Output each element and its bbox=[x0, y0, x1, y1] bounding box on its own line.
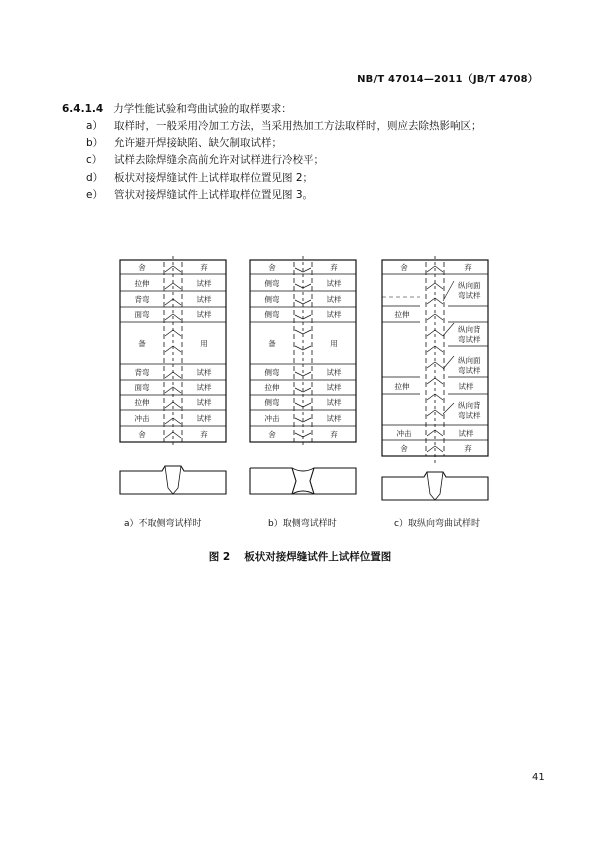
cell-label: 舍 bbox=[138, 263, 146, 272]
cell-label: 背弯 bbox=[134, 295, 150, 304]
cell-label: 舍 bbox=[268, 263, 276, 272]
cell-label: 用 bbox=[330, 339, 338, 348]
cell-label: 用 bbox=[200, 339, 208, 348]
cell-label: 冲击 bbox=[396, 429, 412, 438]
clause-title: 力学性能试验和弯曲试验的取样要求： bbox=[113, 103, 292, 115]
cell-label: 弃 bbox=[464, 444, 472, 453]
cell-label: 面弯 bbox=[134, 383, 150, 392]
item-text: 板状对接焊缝试件上试样取样位置见图 2； bbox=[114, 171, 314, 184]
cell-label: 试样 bbox=[458, 429, 474, 438]
cell-label: 拉伸 bbox=[394, 310, 410, 319]
cell-label: 试样 bbox=[196, 295, 212, 304]
running-header: NB/T 47014—2011（JB/T 4708） bbox=[357, 74, 538, 85]
cell-label: 试样 bbox=[196, 279, 212, 288]
cell-label: 拉伸 bbox=[134, 279, 150, 288]
item-text: 管状对接焊缝试件上试样取样位置见图 3。 bbox=[114, 188, 314, 201]
long-bend-label: 纵向背 bbox=[458, 401, 481, 410]
long-bend-label: 纵向面 bbox=[458, 356, 481, 365]
item-label: a） bbox=[86, 120, 103, 132]
cell-label: 试样 bbox=[326, 310, 342, 319]
cell-label: 侧弯 bbox=[264, 295, 280, 304]
clause-number: 6.4.1.4 bbox=[62, 103, 104, 115]
figure-title-text: 板状对接焊缝试件上试样位置图 bbox=[244, 551, 392, 563]
item-label: d） bbox=[86, 171, 104, 184]
item-text: 试样去除焊缝余高前允许对试样进行冷校平； bbox=[114, 154, 324, 167]
cell-label: 舍 bbox=[400, 444, 408, 453]
cell-label: 冲击 bbox=[134, 414, 150, 423]
cell-label: 侧弯 bbox=[264, 368, 280, 377]
page-number: 41 bbox=[532, 772, 545, 783]
panel-c-text bbox=[395, 262, 481, 453]
item-text: 允许避开焊接缺陷、缺欠制取试样； bbox=[114, 137, 282, 150]
figure-number: 图 2 bbox=[208, 551, 231, 563]
cell-label: 备 bbox=[268, 339, 276, 348]
cell-label: 背弯 bbox=[134, 368, 150, 377]
cell-label: 备 bbox=[138, 339, 146, 348]
long-bend-label: 纵向背 bbox=[458, 325, 481, 334]
cell-label: 侧弯 bbox=[264, 279, 280, 288]
cell-label: 试样 bbox=[196, 383, 212, 392]
caption-b: b）取侧弯试样时 bbox=[268, 519, 337, 529]
item-label: e） bbox=[86, 188, 103, 201]
cell-label: 舍 bbox=[400, 263, 408, 272]
cell-label: 冲击 bbox=[264, 414, 280, 423]
cell-label: 侧弯 bbox=[264, 310, 280, 319]
cell-label: 弃 bbox=[200, 430, 208, 439]
cell-label: 拉伸 bbox=[394, 382, 410, 391]
cell-label: 试样 bbox=[196, 414, 212, 423]
cell-label: 试样 bbox=[326, 295, 342, 304]
cell-label: 舍 bbox=[268, 430, 276, 439]
cell-label: 弃 bbox=[330, 263, 338, 272]
cell-label: 试样 bbox=[196, 368, 212, 377]
item-text: 取样时，一般采用冷加工方法，当采用热加工方法取样时，则应去除热影响区； bbox=[114, 120, 482, 132]
figure-title bbox=[0, 549, 600, 564]
cell-label: 试样 bbox=[196, 398, 212, 407]
cell-label: 试样 bbox=[196, 310, 212, 319]
cell-label: 拉伸 bbox=[264, 383, 280, 392]
cell-label: 试样 bbox=[326, 414, 342, 423]
item-label: c） bbox=[86, 154, 103, 167]
item-label: b） bbox=[86, 137, 104, 150]
long-bend-label: 弯试样 bbox=[458, 291, 481, 300]
cell-label: 试样 bbox=[326, 368, 342, 377]
cell-label: 试样 bbox=[458, 382, 474, 391]
long-bend-label: 纵向面 bbox=[458, 281, 481, 290]
long-bend-label: 弯试样 bbox=[458, 335, 481, 344]
cell-label: 侧弯 bbox=[264, 398, 280, 407]
cell-label: 弃 bbox=[330, 430, 338, 439]
cell-label: 弃 bbox=[200, 263, 208, 272]
cell-label: 舍 bbox=[138, 430, 146, 439]
cell-label: 面弯 bbox=[134, 310, 150, 319]
long-bend-label: 弯试样 bbox=[458, 366, 481, 375]
caption-a: a）不取侧弯试样时 bbox=[124, 519, 202, 529]
caption-c: c）取纵向弯曲试样时 bbox=[394, 519, 480, 529]
long-bend-label: 弯试样 bbox=[458, 411, 481, 420]
cell-label: 试样 bbox=[326, 398, 342, 407]
cell-label: 试样 bbox=[326, 383, 342, 392]
cell-label: 弃 bbox=[464, 263, 472, 272]
cell-label: 拉伸 bbox=[134, 398, 150, 407]
cell-label: 试样 bbox=[326, 279, 342, 288]
